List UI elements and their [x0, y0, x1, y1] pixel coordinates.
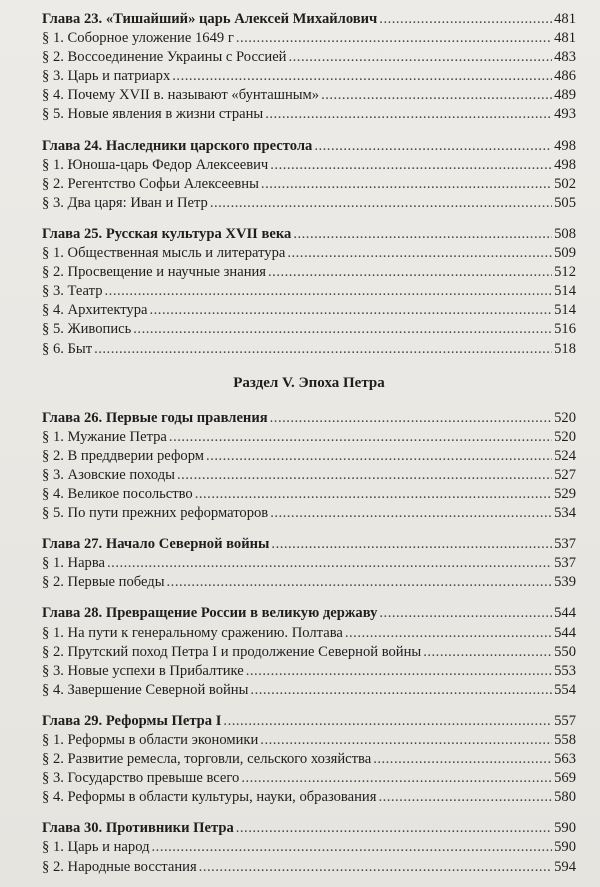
toc-entry [42, 282, 576, 301]
leader-dots [94, 340, 552, 359]
entry-title: § 4. Почему XVII в. называют «бунташным» [42, 87, 320, 104]
chapter-title-row [42, 819, 576, 838]
leader-dots [423, 643, 552, 662]
leader-dots [150, 301, 553, 320]
toc-entry [42, 175, 576, 194]
page-number: 481 [554, 30, 576, 47]
page-number: 509 [554, 245, 576, 262]
entry-title: § 2. Регентство Софьи Алексеевны [42, 175, 259, 192]
leader-dots [241, 769, 552, 788]
toc-entry [42, 320, 576, 339]
entry-title: § 4. Завершение Северной войны [42, 681, 249, 698]
leader-dots [293, 225, 552, 244]
entry-title: § 2. Первые победы [42, 574, 165, 591]
page-number: 520 [554, 428, 576, 445]
entry-title: § 6. Быт [42, 340, 93, 357]
chapter-title: Глава 27. Начало Северной войны [42, 536, 270, 553]
leader-dots [271, 535, 552, 554]
toc-entry [42, 858, 576, 877]
page-number: 553 [554, 662, 576, 679]
chapter-title: Глава 29. Реформы Петра I [42, 712, 222, 729]
leader-dots [199, 858, 552, 877]
toc-entry [42, 466, 576, 485]
entry-title: § 1. Нарва [42, 555, 106, 572]
leader-dots [236, 29, 552, 48]
entry-title: § 3. Два царя: Иван и Петр [42, 194, 208, 211]
entry-title: § 5. По пути прежних реформаторов [42, 505, 269, 522]
toc-entry [42, 105, 576, 124]
chapter-title: Глава 24. Наследники царского престола [42, 137, 313, 154]
toc-entry [42, 788, 576, 807]
leader-dots [379, 10, 552, 29]
entry-title: § 1. Мужание Петра [42, 428, 167, 445]
toc-entry [42, 643, 576, 662]
toc-entry [42, 29, 576, 48]
toc-entry [42, 263, 576, 282]
page-number: 594 [554, 858, 576, 875]
leader-dots [261, 175, 552, 194]
page-number: 481 [554, 11, 576, 27]
page-number: 483 [554, 49, 576, 66]
leader-dots [250, 681, 552, 700]
chapter-30 [42, 819, 576, 876]
chapter-title-row [42, 409, 576, 428]
toc-entry [42, 554, 576, 573]
page-number: 524 [554, 447, 576, 464]
page-number: 493 [554, 106, 576, 123]
entry-title: § 1. Общественная мысль и литература [42, 245, 286, 262]
leader-dots [321, 86, 552, 105]
chapter-24 [42, 137, 576, 213]
page-number: 508 [554, 225, 576, 242]
entry-title: § 1. Царь и народ [42, 839, 150, 856]
page-number: 498 [554, 156, 576, 173]
toc-entry [42, 428, 576, 447]
entry-title: § 1. На пути к генеральному сражению. Полтава [42, 624, 343, 641]
page-number: 539 [554, 574, 576, 591]
chapter-title: Глава 23. «Тишайший» царь Алексей Михайлович [42, 11, 378, 27]
chapter-23 [42, 10, 576, 125]
entry-title: § 3. Государство превыше всего [42, 770, 240, 787]
toc-entry [42, 838, 576, 857]
entry-title: § 5. Новые явления в жизни страны [42, 106, 264, 123]
toc-entry [42, 624, 576, 643]
leader-dots [152, 838, 553, 857]
page-number: 520 [554, 409, 576, 426]
page-number: 590 [554, 839, 576, 856]
page-number: 514 [554, 283, 576, 300]
chapter-title-row [42, 10, 576, 29]
entry-title: § 4. Великое посольство [42, 485, 193, 502]
toc-entry [42, 194, 576, 213]
toc-entry [42, 504, 576, 523]
page-number: 580 [554, 789, 576, 806]
leader-dots [172, 67, 552, 86]
leader-dots [210, 194, 552, 213]
toc-entry [42, 48, 576, 67]
entry-title: § 3. Театр [42, 283, 103, 300]
page-number: 550 [554, 643, 576, 660]
leader-dots [107, 554, 552, 573]
entry-title: § 2. Народные восстания [42, 858, 197, 875]
chapter-27 [42, 535, 576, 592]
toc-entry [42, 681, 576, 700]
chapter-title-row [42, 137, 576, 156]
page-number: 518 [554, 340, 576, 357]
chapter-title: Глава 26. Первые годы правления [42, 409, 268, 426]
page-number: 558 [554, 732, 576, 748]
page-number: 529 [554, 485, 576, 502]
chapter-title-row [42, 225, 576, 244]
page-number: 569 [554, 770, 576, 787]
entry-title: § 4. Реформы в области культуры, науки, образования [42, 789, 377, 806]
leader-dots [268, 263, 552, 282]
leader-dots [133, 320, 552, 339]
page-number: 557 [554, 712, 576, 729]
chapter-title: Глава 28. Превращение России в великую державу [42, 605, 378, 622]
chapter-title-row [42, 535, 576, 554]
entry-title: § 2. Воссоединение Украины с Россией [42, 49, 287, 66]
entry-title: § 4. Архитектура [42, 302, 148, 319]
page-number: 516 [554, 321, 576, 338]
page-number: 563 [554, 751, 576, 768]
leader-dots [379, 604, 552, 623]
leader-dots [270, 156, 552, 175]
toc-entry [42, 573, 576, 592]
leader-dots [236, 819, 552, 838]
entry-title: § 3. Новые успехи в Прибалтике [42, 662, 244, 679]
toc-entry [42, 750, 576, 769]
entry-title: § 2. В преддверии реформ [42, 447, 205, 464]
leader-dots [373, 750, 552, 769]
entry-title: § 5. Живопись [42, 321, 132, 338]
leader-dots [195, 485, 552, 504]
page-number: 514 [554, 302, 576, 319]
page-number: 505 [554, 194, 576, 211]
entry-title: § 2. Просвещение и научные знания [42, 264, 267, 281]
entry-title: § 3. Азовские походы [42, 466, 175, 483]
chapter-26 [42, 409, 576, 524]
toc-entry [42, 86, 576, 105]
entry-title: § 2. Развитие ремесла, торговли, сельского хозяйства [42, 751, 372, 768]
leader-dots [265, 105, 552, 124]
toc-entry [42, 447, 576, 466]
page-number: 544 [554, 605, 576, 622]
toc-entry [42, 156, 576, 175]
leader-dots [169, 428, 552, 447]
toc-entry [42, 662, 576, 681]
entry-title: § 2. Прутский поход Петра I и продолжение Северной войны [42, 643, 422, 660]
page-number: 502 [554, 175, 576, 192]
chapter-title: Глава 30. Противники Петра [42, 820, 234, 837]
page-number: 498 [554, 137, 576, 154]
page-number: 486 [554, 68, 576, 85]
leader-dots [270, 409, 552, 428]
page-number: 554 [554, 681, 576, 698]
leader-dots [314, 137, 552, 156]
chapter-title: Глава 25. Русская культура XVII века [42, 225, 292, 242]
toc-entry [42, 485, 576, 504]
toc-entry [42, 244, 576, 263]
page-number: 537 [554, 536, 576, 553]
toc-entry [42, 340, 576, 359]
entry-title: § 1. Реформы в области экономики [42, 732, 259, 748]
leader-dots [206, 447, 552, 466]
leader-dots [105, 282, 553, 301]
leader-dots [289, 48, 553, 67]
page-number: 534 [554, 505, 576, 522]
page-number: 590 [554, 820, 576, 837]
page-number: 537 [554, 555, 576, 572]
leader-dots [177, 466, 552, 485]
toc-entry [42, 769, 576, 788]
chapter-29 [42, 712, 576, 807]
chapter-28 [42, 604, 576, 699]
entry-title: § 1. Соборное уложение 1649 г [42, 30, 234, 47]
leader-dots [378, 788, 552, 807]
leader-dots [287, 244, 552, 263]
leader-dots [246, 662, 552, 681]
toc-entry [42, 67, 576, 86]
page-number: 489 [554, 87, 576, 104]
leader-dots [167, 573, 553, 592]
section-heading: Раздел V. Эпоха Петра [233, 374, 385, 391]
toc-entry [42, 731, 576, 750]
leader-dots [223, 712, 552, 731]
entry-title: § 1. Юноша-царь Федор Алексеевич [42, 156, 269, 173]
leader-dots [270, 504, 552, 523]
chapter-title-row [42, 604, 576, 623]
page-number: 544 [554, 624, 576, 641]
leader-dots [260, 731, 552, 750]
page-number: 512 [554, 264, 576, 281]
page-number: 527 [554, 466, 576, 483]
chapter-25 [42, 225, 576, 359]
toc-entry [42, 301, 576, 320]
chapter-title-row [42, 712, 576, 731]
leader-dots [345, 624, 552, 643]
entry-title: § 3. Царь и патриарх [42, 68, 171, 85]
